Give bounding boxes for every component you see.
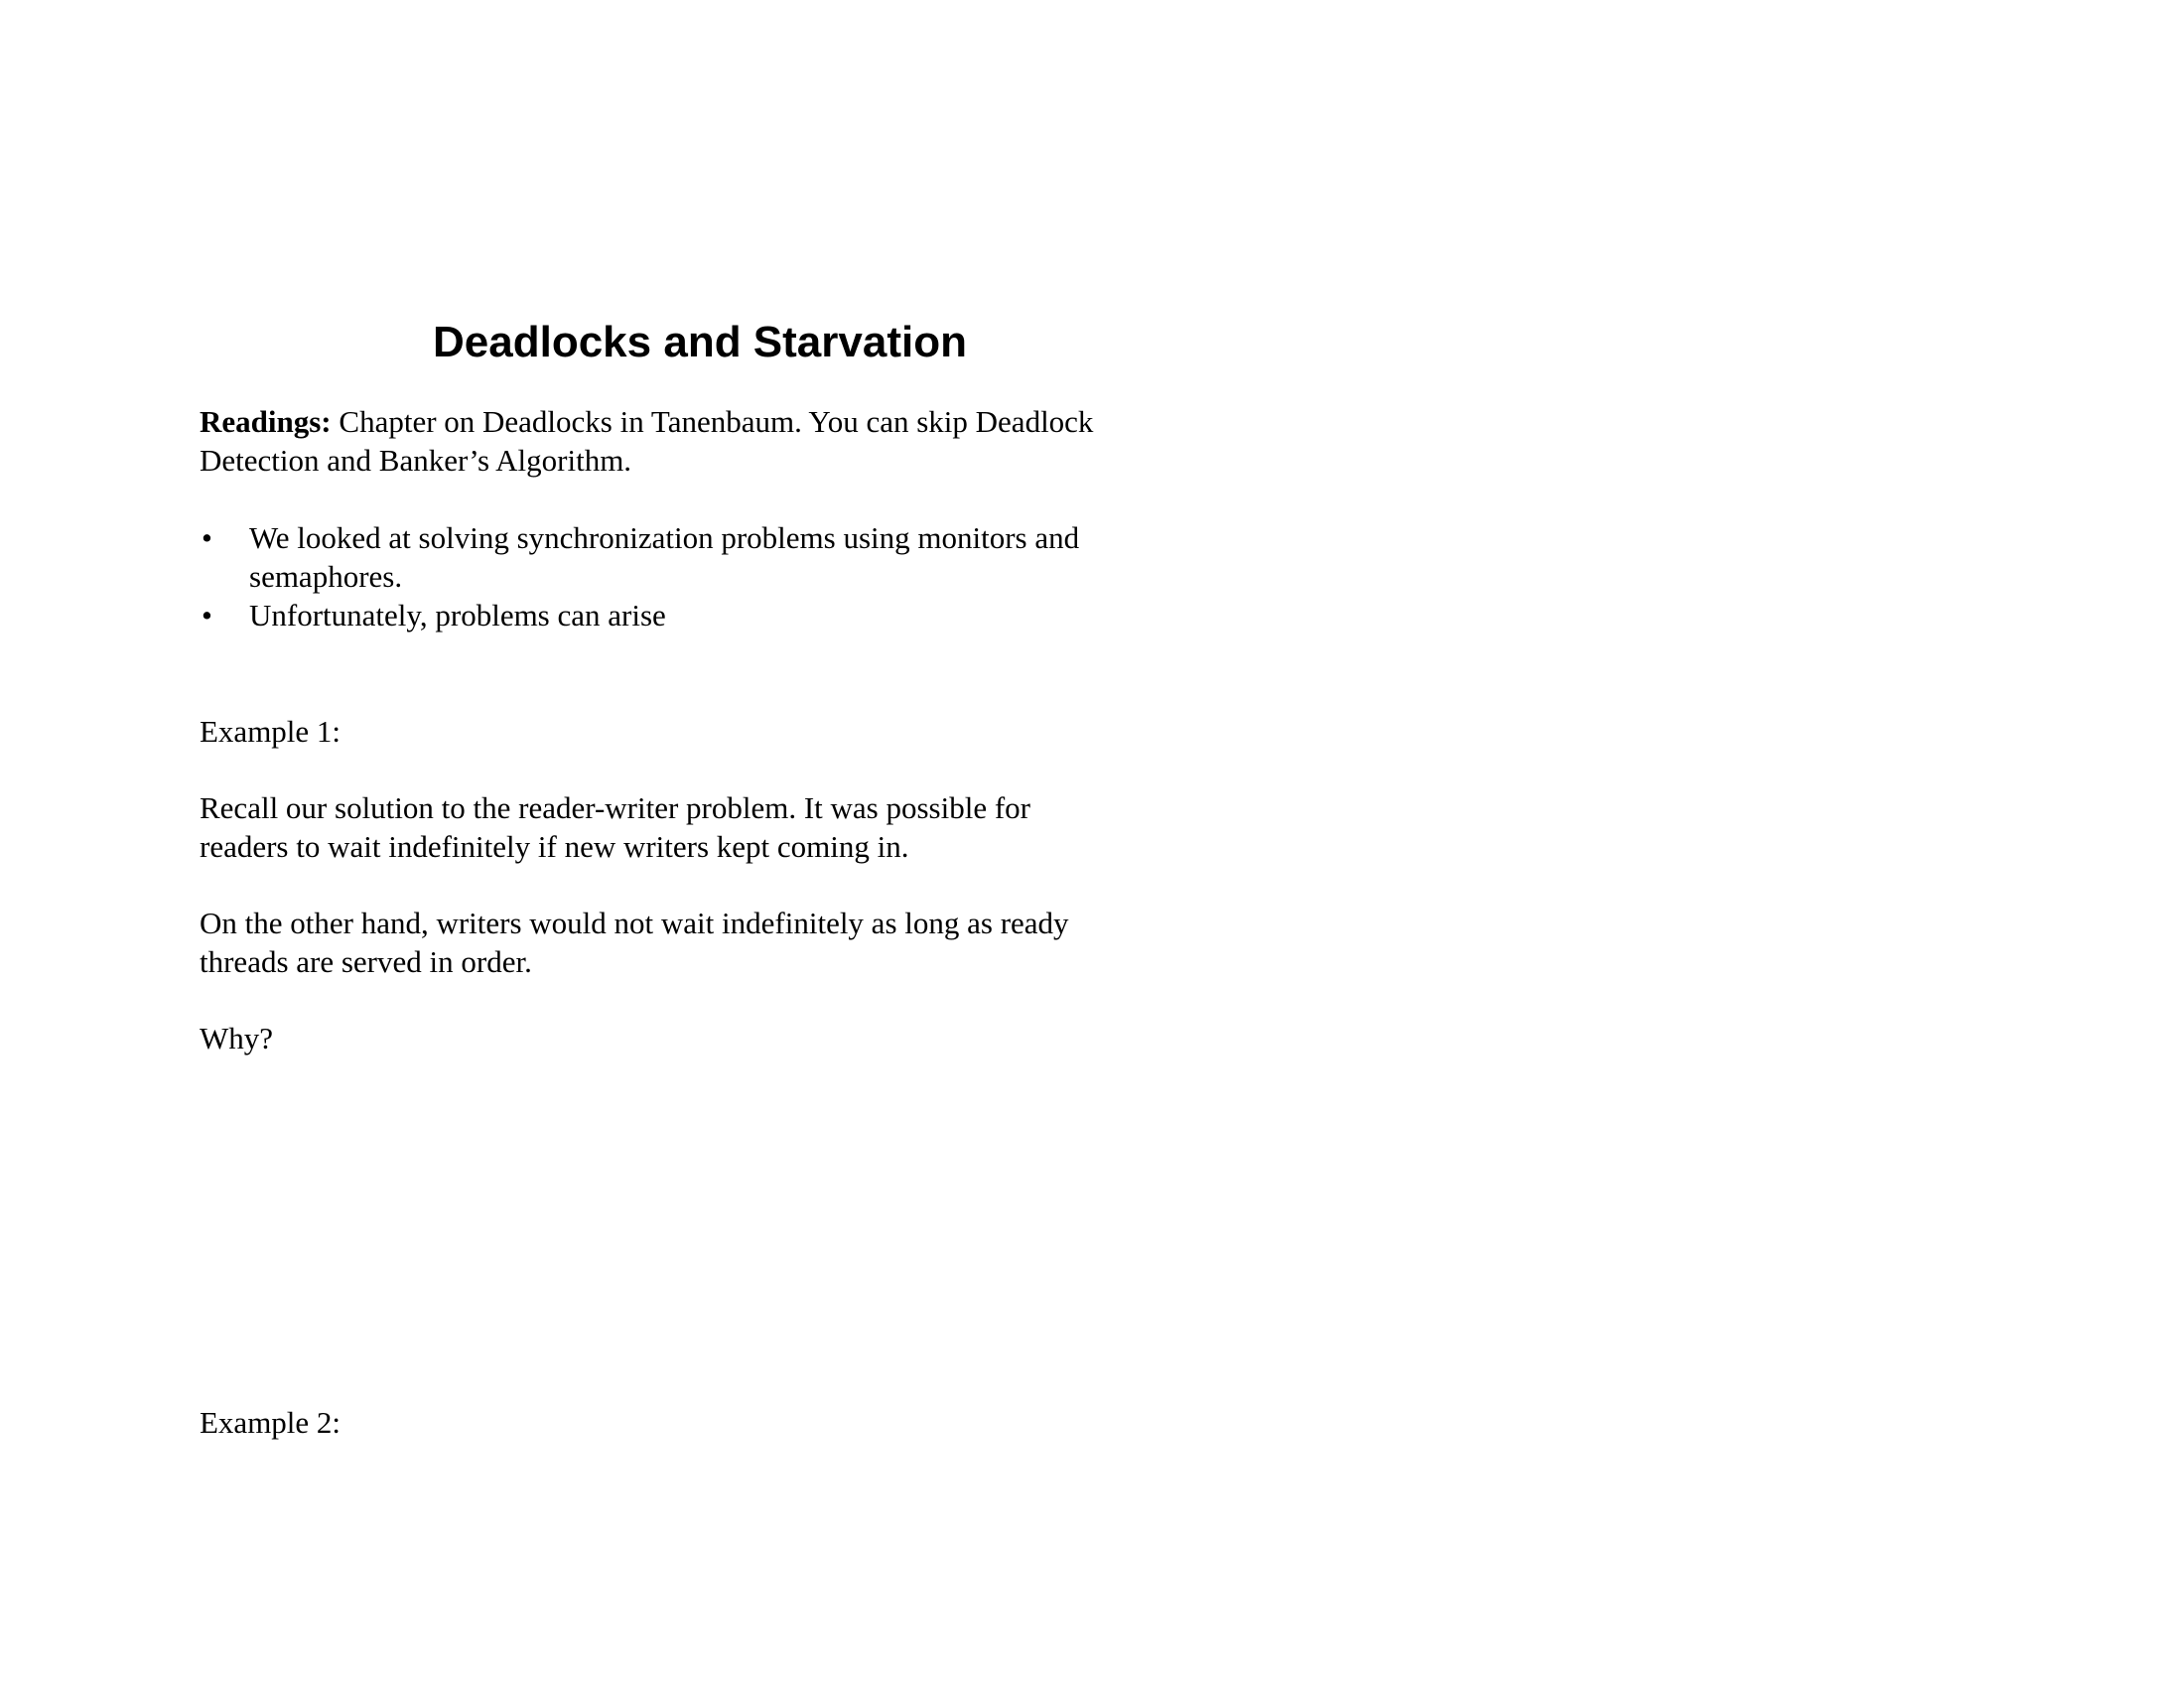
bullet-1-line-1: We looked at solving synchronization problems using monitors and	[249, 520, 1080, 555]
writers-line-2: threads are served in order.	[200, 944, 532, 979]
bullet-icon: •	[202, 520, 212, 555]
readings-label: Readings:	[200, 404, 332, 439]
bullet-icon: •	[202, 598, 212, 633]
list-item	[200, 596, 1202, 634]
readings-paragraph	[200, 402, 1202, 480]
readings-line-1	[200, 402, 1202, 441]
example-1-heading: Example 1:	[200, 714, 341, 749]
example-2-heading: Example 2:	[200, 1405, 341, 1440]
why-question: Why?	[200, 1021, 274, 1055]
reader-writer-line-1: Recall our solution to the reader-writer problem. It was possible for	[200, 790, 1030, 825]
reader-writer-line-2: readers to wait indefinitely if new writers kept coming in.	[200, 829, 909, 864]
list-item	[200, 518, 1202, 596]
readings-text: Chapter on Deadlocks in Tanenbaum. You can skip Deadlock	[331, 404, 1094, 439]
bullet-list	[200, 518, 1202, 634]
readings-line-2: Detection and Banker’s Algorithm.	[200, 443, 632, 478]
writers-paragraph	[200, 904, 1202, 981]
reader-writer-paragraph	[200, 788, 1202, 866]
bullet-2-line-1: Unfortunately, problems can arise	[249, 598, 666, 633]
writers-line-1: On the other hand, writers would not wait indefinitely as long as ready	[200, 906, 1069, 940]
bullet-1-line-2: semaphores.	[249, 559, 403, 594]
page-title: Deadlocks and Starvation	[433, 318, 967, 366]
